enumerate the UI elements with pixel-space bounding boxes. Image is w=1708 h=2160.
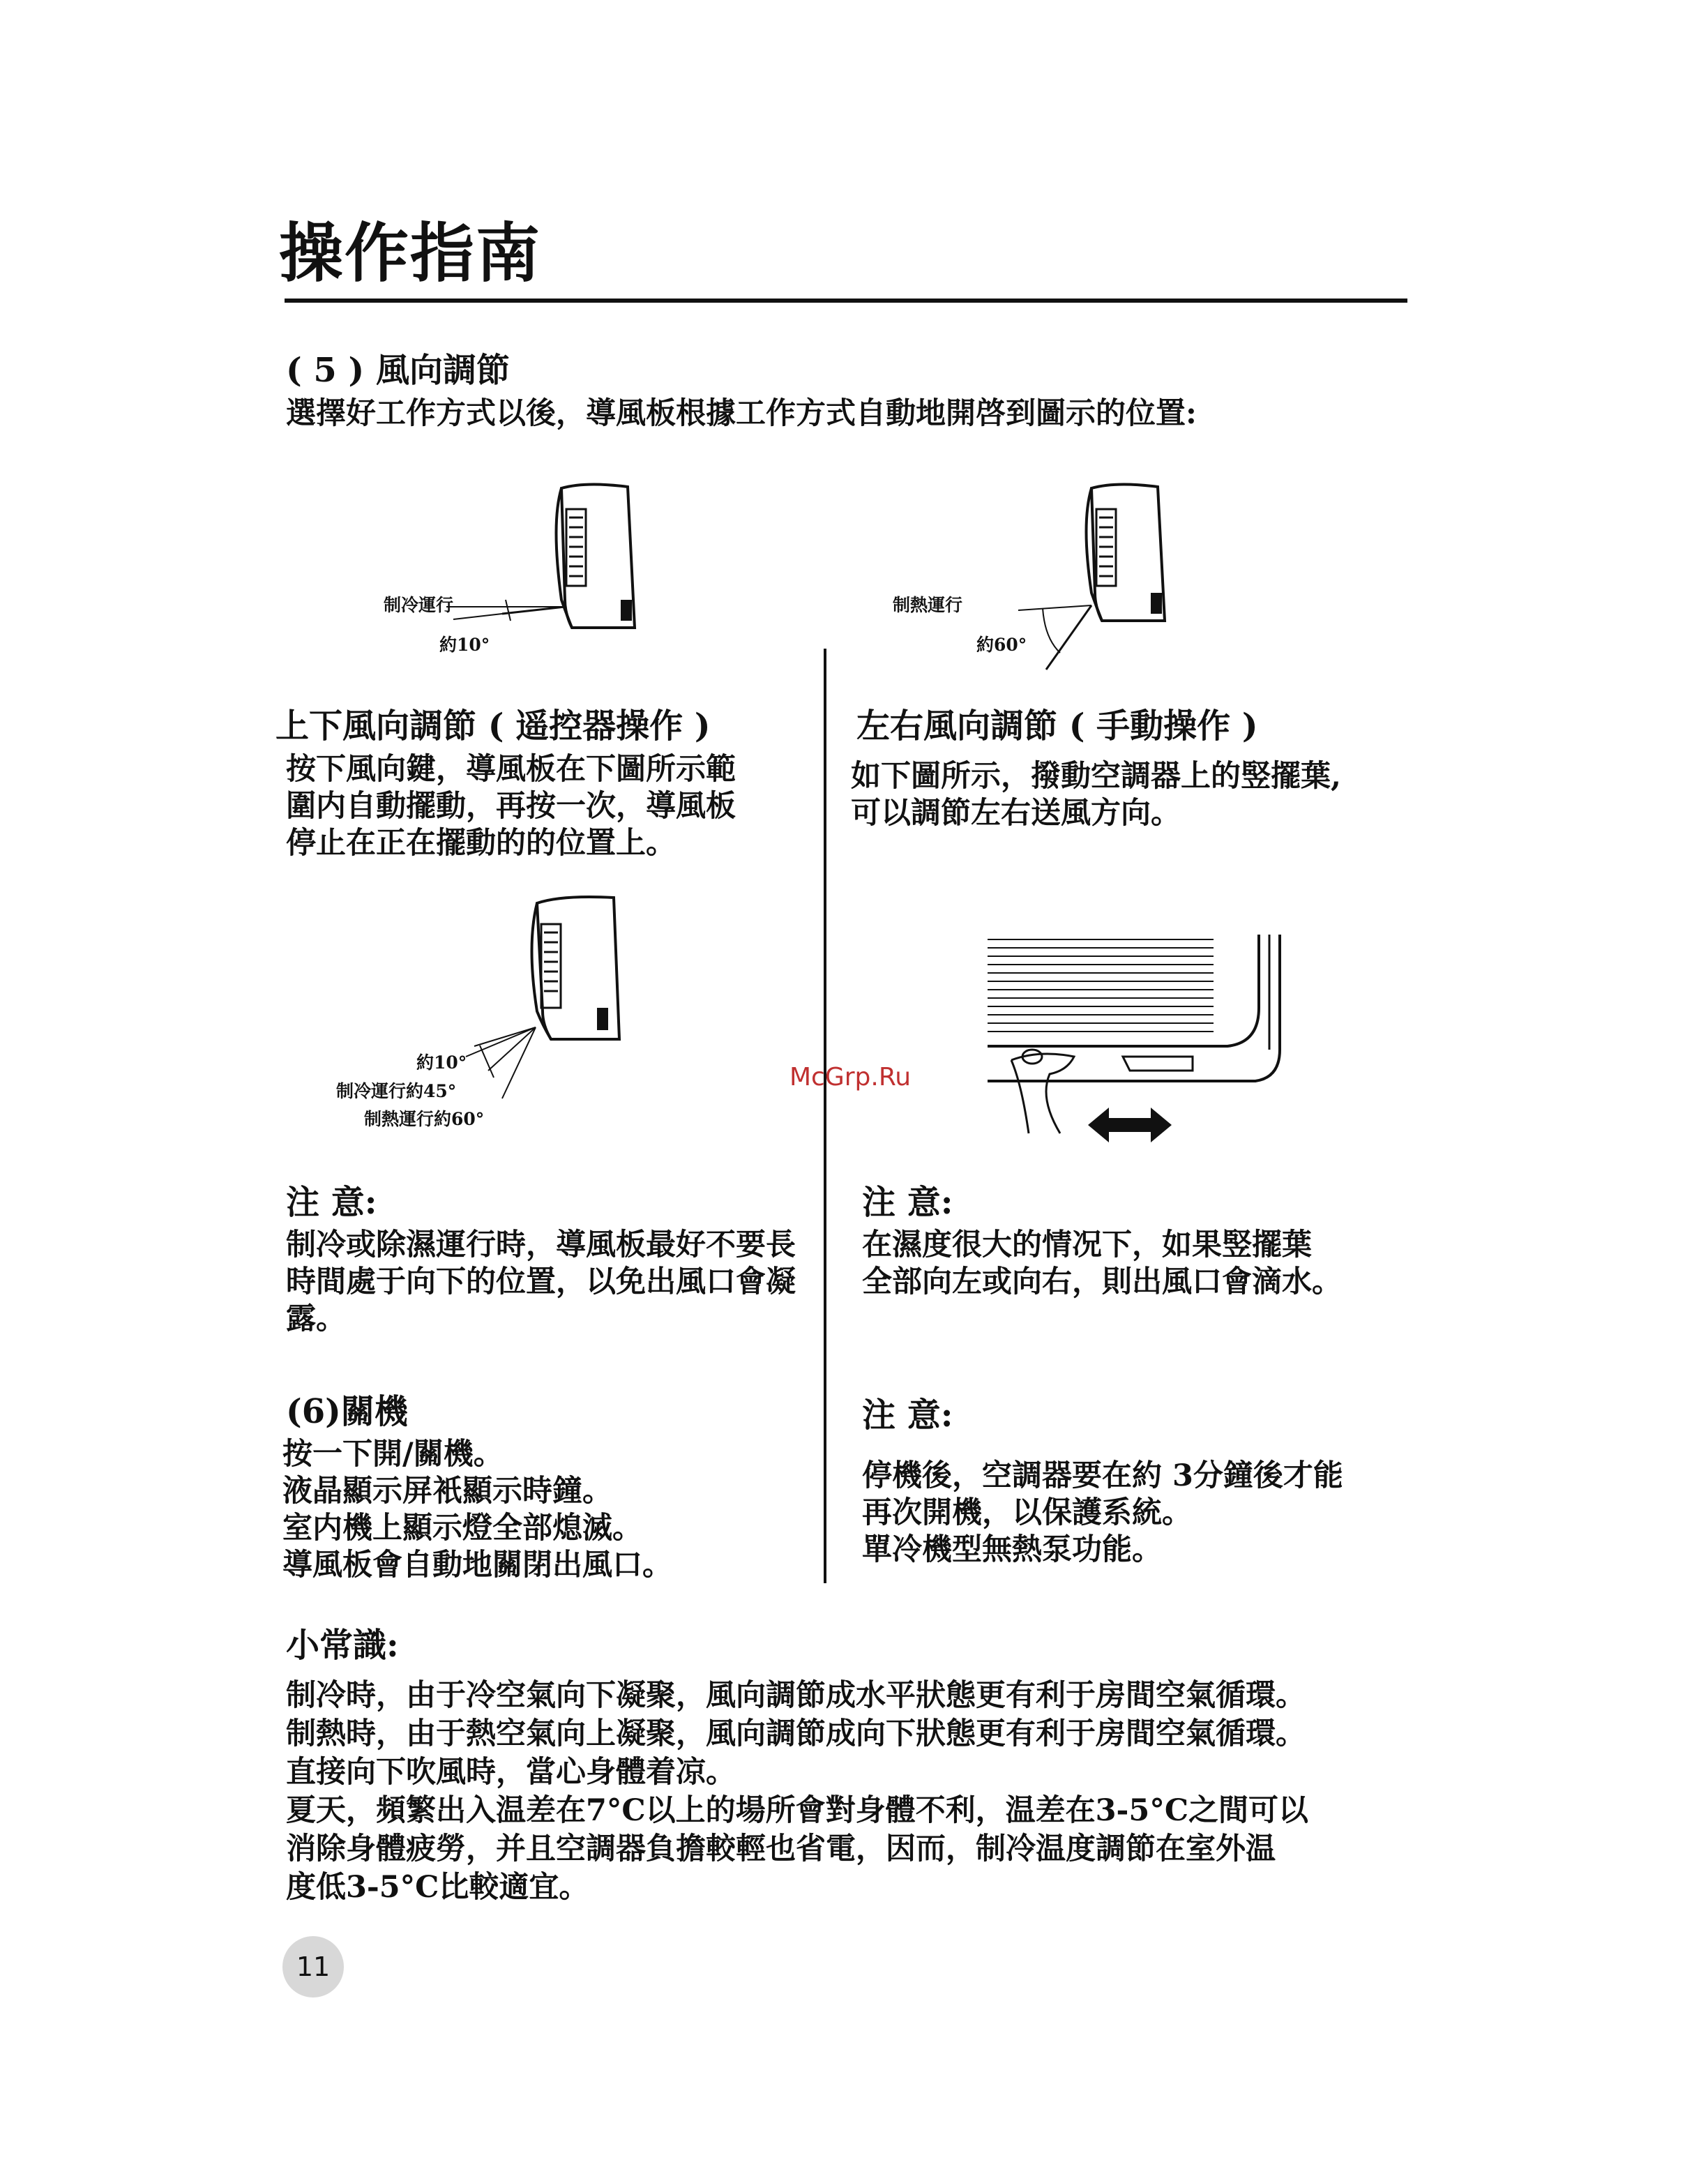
tips-line-6: 度低3-5°C比較適宜。 bbox=[286, 1870, 589, 1905]
watermark: McGrp.Ru bbox=[789, 1063, 912, 1092]
left-right-arrow-icon bbox=[1088, 1104, 1172, 1146]
page-title: 操作指南 bbox=[279, 216, 542, 291]
restart-note-line-3: 單冷機型無熱泵功能。 bbox=[862, 1532, 1162, 1567]
left-heading-vertical-airflow: 上下風向調節 ( 遥控器操作 ) bbox=[275, 707, 711, 746]
right-body-line-2: 可以調節左右送風方向。 bbox=[851, 796, 1181, 831]
section-intro: 選擇好工作方式以後，導風板根據工作方式自動地開啓到圖示的位置: bbox=[286, 396, 1197, 431]
section-heading-airflow: ( 5 ) 風向調節 bbox=[286, 351, 510, 390]
left-note-line-1: 制冷或除濕運行時，導風板最好不要長 bbox=[286, 1228, 796, 1262]
power-off-heading: (6)關機 bbox=[286, 1392, 408, 1431]
page-number: 11 bbox=[282, 1936, 344, 1997]
column-divider bbox=[824, 649, 826, 1583]
right-note-line-1: 在濕度很大的情况下，如果竪擺葉 bbox=[862, 1228, 1312, 1262]
tips-line-3: 直接向下吹風時，當心身體着凉。 bbox=[286, 1755, 736, 1790]
left-note-title: 注 意: bbox=[286, 1183, 377, 1222]
restart-note-line-1: 停機後，空調器要在約 3分鐘後才能 bbox=[862, 1458, 1343, 1493]
power-off-line-4: 導風板會自動地關閉出風口。 bbox=[282, 1548, 672, 1583]
power-off-line-1: 按一下開/關機。 bbox=[282, 1437, 504, 1472]
tips-line-5: 消除身體疲勞，并且空調器負擔較輕也省電，因而，制冷温度調節在室外温 bbox=[286, 1832, 1276, 1866]
tips-line-1: 制冷時，由于冷空氣向下凝聚，風向調節成水平狀態更有利于房間空氣循環。 bbox=[286, 1678, 1306, 1713]
left-body-line-3: 停止在正在擺動的的位置上。 bbox=[286, 826, 676, 861]
swing-label-45: 制冷運行約45° bbox=[336, 1081, 457, 1101]
power-off-line-2: 液晶顯示屏衹顯示時鐘。 bbox=[282, 1474, 612, 1509]
right-note-title-restart: 注 意: bbox=[862, 1396, 953, 1435]
left-note-line-3: 露。 bbox=[286, 1301, 346, 1336]
swing-label-10: 約10° bbox=[416, 1052, 467, 1073]
tips-line-4: 夏天，頻繁出入温差在7°C以上的場所會對身體不利，温差在3-5°C之間可以 bbox=[286, 1793, 1309, 1828]
swing-label-60: 制熱運行約60° bbox=[364, 1109, 485, 1129]
right-note-line-2: 全部向左或向右，則出風口會滴水。 bbox=[862, 1264, 1342, 1299]
left-body-line-2: 圍内自動擺動，再按一次，導風板 bbox=[286, 789, 736, 824]
tips-line-2: 制熱時，由于熱空氣向上凝聚，風向調節成向下狀態更有利于房間空氣循環。 bbox=[286, 1716, 1306, 1751]
right-note-title-humidity: 注 意: bbox=[862, 1183, 953, 1222]
left-body-line-1: 按下風向鍵，導風板在下圖所示範 bbox=[286, 752, 736, 787]
cooling-mode-label: 制冷運行 bbox=[384, 595, 454, 615]
heating-angle-label: 約60° bbox=[976, 635, 1027, 655]
swing-range-diagram bbox=[432, 889, 642, 1119]
title-underline bbox=[285, 299, 1407, 303]
right-body-line-1: 如下圖所示，撥動空調器上的竪擺葉, bbox=[851, 759, 1341, 794]
cooling-angle-label: 約10° bbox=[439, 635, 490, 655]
left-note-line-2: 時間處于向下的位置，以免出風口會凝 bbox=[286, 1264, 796, 1299]
restart-note-line-2: 再次開機，以保護系統。 bbox=[862, 1495, 1192, 1530]
power-off-line-3: 室内機上顯示燈全部熄滅。 bbox=[282, 1511, 642, 1546]
tips-title: 小常識: bbox=[286, 1626, 399, 1665]
heating-mode-label: 制熱運行 bbox=[893, 595, 963, 615]
cooling-unit-diagram bbox=[363, 481, 656, 663]
right-heading-horizontal-airflow: 左右風向調節 ( 手動操作 ) bbox=[856, 707, 1258, 746]
